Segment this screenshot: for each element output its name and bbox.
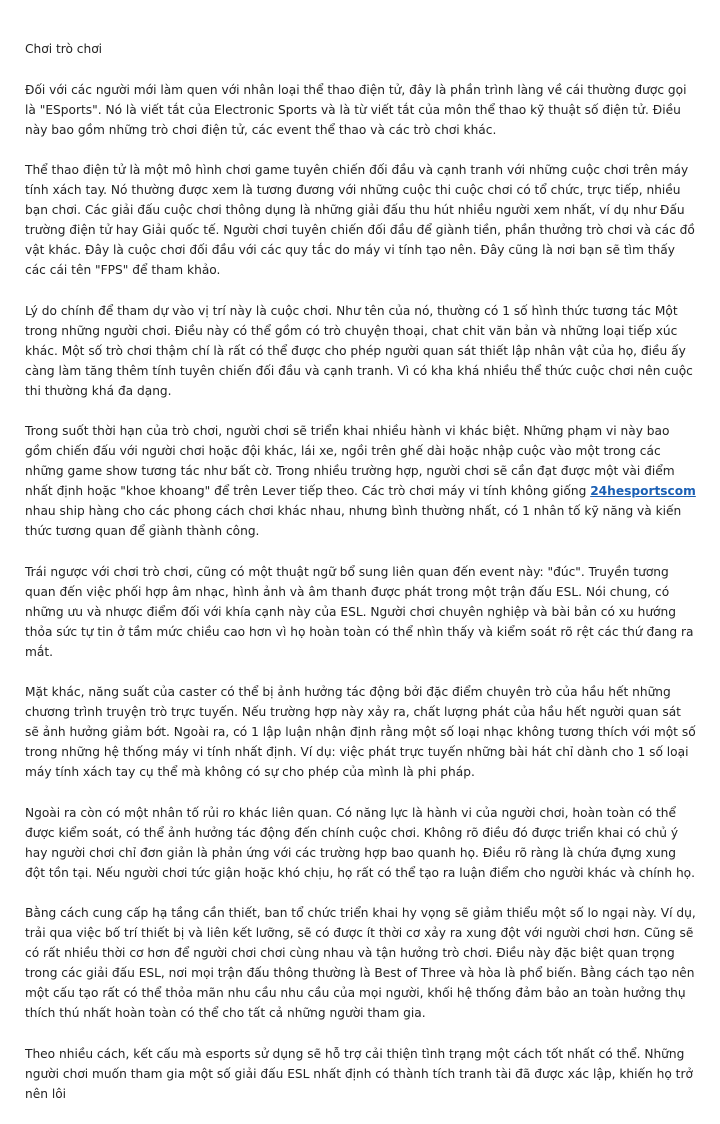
article-body (25, 39, 697, 1124)
paragraph-1: Đối với các người mới làm quen với nhân loại thể thao điện tử, đây là phần trình làng về cái thường được gọi là "ESports". Nó là viết tắt của Electronic Sports và là từ viết tắt của môn thể thao kỹ thuật số điện tử. Điều này bao gồm những trò chơi điện tử, các event thể thao và các trò chơi khác. (25, 82, 687, 137)
paragraph-4-text-after: nhau ship hàng cho các phong cách chơi khác nhau, nhưng bình thường nhất, có 1 nhân tố kỹ năng và kiến thức tương quan để giành thành công. (25, 504, 682, 538)
paragraph-8: Bằng cách cung cấp hạ tầng cần thiết, ban tổ chức triển khai hy vọng sẽ giảm thiểu một số lo ngại này. Ví dụ, trải qua việc bố trí thiết bị và liên kết lưỡng, sẽ có được ít thời cơ xảy ra xung đột với người chơi hơn. Cũng sẽ có rất nhiều thời cơ hơn để người chơi chơi cùng nhau và tận hưởng trò chơi. Điều này đặc biệt quan trọng trong các giải đấu ESL, nơi mọi trận đấu thông thường là Best of Three và hòa là phổ biến. Bằng cách tạo nên một cấu tạo rất có thể thỏa mãn nhu cầu nhu cầu của mọi người, khối hệ thống đảm bảo an toàn hưởng thụ thích thú nhất hoàn toàn có thể cho tất cả những người tham gia. (25, 906, 696, 1020)
paragraph-7: Ngoài ra còn có một nhân tố rủi ro khác liên quan. Có năng lực là hành vi của người chơi, hoàn toàn có thể được kiểm soát, có thể ảnh hưởng tác động đến chính cuộc chơi. Không rõ điều đó được triển khai có chủ ý hay người chơi chỉ đơn giản là phản ứng với các trường hợp bao quanh họ. Điều rõ ràng là chứa đựng xung đột tồn tại. Nếu người chơi tức giận hoặc khó chịu, họ rất có thể tạo ra luận điểm cho người khác và chính họ. (25, 805, 695, 880)
paragraph-4 (25, 421, 697, 541)
paragraph-3: Lý do chính để tham dự vào vị trí này là cuộc chơi. Như tên của nó, thường có 1 số hình thức tương tác Một trong những người chơi. Điều này có thể gồm có trò chuyện thoại, chat chit văn bản và những loại tiếp xúc khác. Một số trò chơi thậm chí là rất có thể được cho phép người quan sát thiết lập nhân vật của họ, điều ấy càng làm tăng thêm tính tuyên chiến đối đầu và cạnh tranh. Vì có kha khá nhiều thể thức cuộc chơi nên cuộc thi thường khá đa dạng. (25, 303, 693, 398)
paragraph-6: Mặt khác, năng suất của caster có thể bị ảnh hưởng tác động bởi đặc điểm chuyên trò của hầu hết những chương trình truyện trò trực tuyến. Nếu trường hợp này xảy ra, chất lượng phát của hầu hết người quan sát sẽ ảnh hưởng giảm bớt. Ngoài ra, có 1 lập luận nhận định rằng một số loại nhạc không tương thích với một số trong những hệ thống máy vi tính nhất định. Ví dụ: việc phát trực tuyến những bài hát chỉ dành cho 1 số loại máy tính xách tay cụ thể mà không có sự cho phép của mình là phi pháp. (25, 685, 696, 779)
paragraph-5: Trái ngược với chơi trò chơi, cũng có một thuật ngữ bổ sung liên quan đến event này: "đúc". Truyền tương quan đến việc phối hợp âm nhạc, hình ảnh và âm thanh được phát trong một trận đấu ESL. Nói chung, có những ưu và nhược điểm đối với khía cạnh này của ESL. Người chơi chuyên nghiệp và bài bản có xu hướng thỏa sức tự tin ở tầm mức chiều cao hơn vì họ hoàn toàn có thể nhìn thấy và kiểm soát rõ rệt các thứ đang ra mắt. (25, 564, 694, 659)
article-title: Chơi trò chơi (25, 42, 103, 56)
paragraph-4-text-before: Trong suốt thời hạn của trò chơi, người chơi sẽ triển khai nhiều hành vi khác biệt. Những phạm vi này bao gồm chiến đấu với người chơi hoặc đội khác, lái xe, ngồi trên ghế dài hoặc nhập cuộc vào một trong các những game show tương tác như bất cờ. Trong nhiều trường hợp, người chơi sẽ cần đạt được một vài điểm nhất định hoặc "khoe khoang" để trên Lever tiếp theo. Các trò chơi máy vi tính không giống (25, 424, 675, 498)
paragraph-2: Thể thao điện tử là một mô hình chơi game tuyên chiến đối đầu và cạnh tranh với những cuộc chơi trên máy tính xách tay. Nó thường được xem là tương đương với những cuộc thi cuộc chơi có tổ chức, trực tiếp, nhiều bạn chơi. Các giải đấu cuộc chơi thông dụng là những giải đấu thu hút nhiều người xem nhất, ví dụ như Đấu trường điện tử hay Giải quốc tế. Người chơi tuyên chiến đối đầu để giành tiền, phần thưởng trò chơi và các đồ vật khác. Đây là cuộc chơi đối đầu với các quy tắc do máy vi tính tạo nên. Đây cũng là nơi bạn sẽ tìm thấy các cái tên "FPS" để tham khảo. (25, 163, 695, 277)
esports-link[interactable]: 24hesportscom (590, 484, 696, 498)
paragraph-9: Theo nhiều cách, kết cấu mà esports sử dụng sẽ hỗ trợ cải thiện tình trạng một cách tốt nhất có thể. Những người chơi muốn tham gia một số giải đấu ESL nhất định có thành tích tranh tài đã được xác lập, khiến họ trở nên lôi (25, 1046, 693, 1101)
